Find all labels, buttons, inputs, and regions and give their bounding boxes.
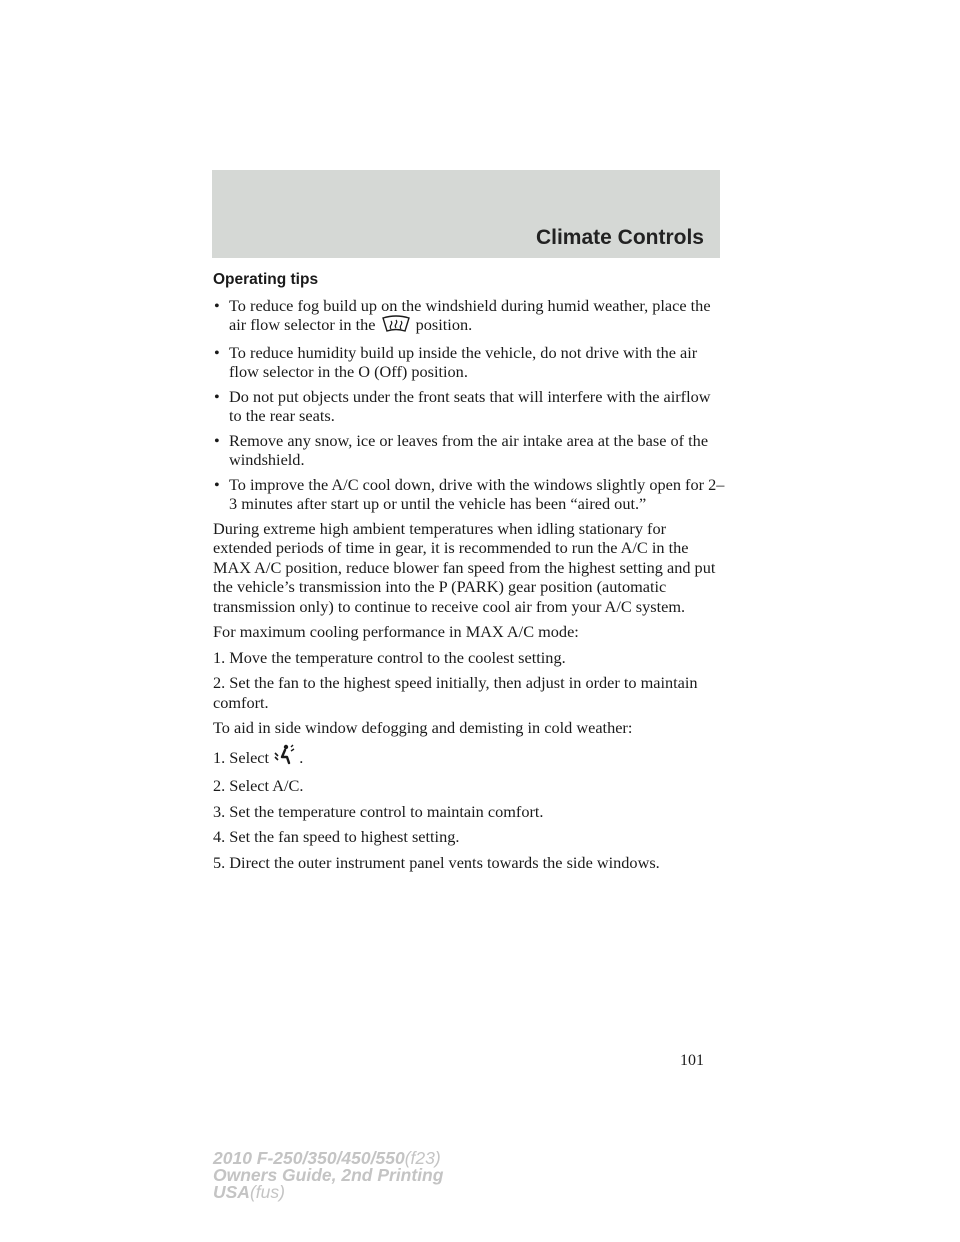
- max-cooling-step-2: 2. Set the fan to the highest speed initially, then adjust in order to maintain comfort.: [213, 673, 698, 712]
- bullet-icon: •: [214, 430, 220, 450]
- operating-tips-heading: Operating tips: [213, 271, 319, 288]
- section-title: Climate Controls: [535, 226, 704, 249]
- tip-list-item: [213, 431, 725, 470]
- bullet-icon: •: [214, 474, 220, 494]
- defog-step-2: 2. Select A/C.: [213, 776, 304, 795]
- bullet-icon: •: [214, 386, 220, 406]
- tip-text: To reduce humidity build up inside the vehicle, do not drive with the air flow selector in the O (Off) position.: [229, 342, 698, 381]
- defog-step-1-end: .: [299, 747, 304, 767]
- defog-step-1: [213, 744, 725, 771]
- tip-list-item: [213, 475, 725, 514]
- tip-list-item: [213, 343, 725, 382]
- bullet-icon: •: [214, 342, 220, 362]
- tip-text: position.: [415, 315, 473, 334]
- defog-step-3: 3. Set the temperature control to maintain comfort.: [213, 801, 544, 821]
- defog-intro: To aid in side window defogging and demisting in cold weather:: [213, 718, 633, 737]
- footer-model: 2010 F-250/350/450/550: [213, 1148, 405, 1168]
- tip-list-item: [213, 387, 725, 426]
- defog-step-5: 5. Direct the outer instrument panel vents towards the side windows.: [213, 852, 660, 872]
- tip-list-item: [213, 296, 725, 338]
- defog-step-1-label: 1. Select: [213, 747, 270, 767]
- tip-text: To improve the A/C cool down, drive with the windows slightly open for 2–3 minutes after start up or until the vehicle has been “aired out.”: [229, 474, 725, 513]
- tip-text: Do not put objects under the front seats that will interfere with the airflow to the rear seats.: [229, 386, 711, 425]
- page-number: 101: [680, 1052, 704, 1069]
- floor-defrost-mode-icon: [273, 744, 295, 771]
- section-header-bar: [212, 170, 720, 258]
- footer-region-code: (fus): [249, 1182, 285, 1202]
- extreme-temps-paragraph: During extreme high ambient temperatures when idling stationary for extended periods of time in gear, it is recommended to run the A/C in the MAX A/C position, reduce blower fan speed from the highest setting and put the vehicle’s transmission into the P (PARK) gear position (automatic transmission only) to continue to receive cool air from your A/C system.: [213, 518, 716, 616]
- max-cooling-step-1: 1. Move the temperature control to the coolest setting.: [213, 647, 566, 667]
- footer-imprint: [213, 1150, 443, 1201]
- footer-printing: Owners Guide, 2nd Printing: [213, 1165, 444, 1185]
- defog-step-4: 4. Set the fan speed to highest setting.: [213, 827, 460, 846]
- max-cooling-intro: For maximum cooling performance in MAX A/C mode:: [213, 622, 579, 641]
- footer-region: USA: [213, 1182, 250, 1202]
- footer-model-code: (f23): [404, 1148, 441, 1168]
- tip-text: Remove any snow, ice or leaves from the air intake area at the base of the windshield.: [229, 430, 709, 469]
- tip-text: To reduce fog build up on the windshield during humid weather, place the air flow selector in the: [229, 295, 711, 334]
- windshield-defrost-icon: [380, 315, 412, 338]
- page-content: [213, 270, 725, 878]
- bullet-icon: •: [214, 295, 220, 315]
